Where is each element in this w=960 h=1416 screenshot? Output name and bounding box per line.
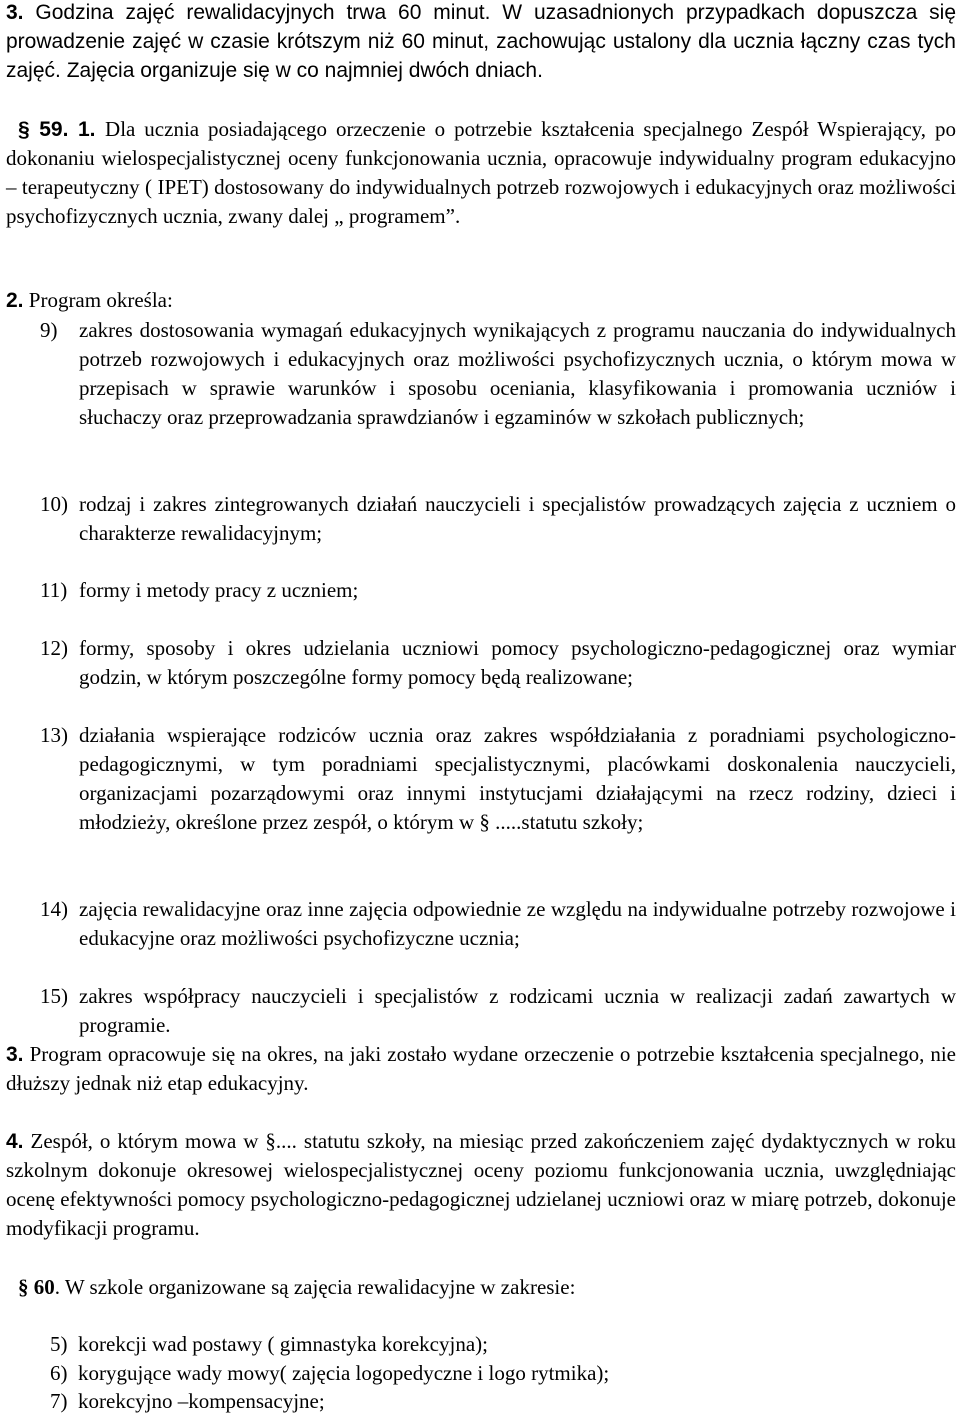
intro-number: 3.: [6, 1, 24, 24]
list-item-number: 11): [40, 578, 68, 602]
list-item-number: 13): [40, 723, 68, 747]
list-item-text: zakres współpracy nauczycieli i specjalistów z rodzicami ucznia w realizacji zadań zawartych w programie.: [79, 984, 956, 1037]
list-item-text: korygujące wady mowy( zajęcia logopedyczne i logo rytmika);: [78, 1361, 610, 1385]
point-4: [6, 1127, 956, 1243]
section-60: [6, 1273, 956, 1302]
point-2-heading: [6, 286, 956, 315]
list-item-text: formy i metody pracy z uczniem;: [79, 578, 359, 602]
list-item-number: 7): [50, 1389, 68, 1413]
list-item-text: formy, sposoby i okres udzielania uczniowi pomocy psychologiczno-pedagogicznej oraz wymiar godzin, w którym poszczególne formy pomocy będą realizowane;: [79, 636, 956, 689]
point-3-number: 3.: [6, 1043, 24, 1066]
point-3-text: Program opracowuje się na okres, na jaki zostało wydane orzeczenie o potrzebie kształcenia specjalnego, nie dłuższy jednak niż etap edukacyjny.: [6, 1042, 957, 1095]
list-item-text: zajęcia rewalidacyjne oraz inne zajęcia odpowiednie ze względu na indywidualne potrzeby rozwojowe i edukacyjne oraz możliwości psychofizyczne ucznia;: [79, 897, 956, 950]
list-item-number: 10): [40, 492, 68, 516]
list-item-number: 6): [50, 1361, 68, 1385]
list-item-text: zakres dostosowania wymagań edukacyjnych wynikających z programu nauczania do indywidualnych potrzeb rozwojowych i edukacyjnych oraz możliwości psychofizycznych ucznia, o którym mowa w przepisach w sprawie warunków i sposobu oceniania, klasyfikowania i promowania uczniów i słuchaczy oraz przeprowadzania sprawdzianów i egzaminów w szkołach publicznych;: [79, 318, 956, 429]
point-4-number: 4.: [6, 1130, 24, 1153]
section-59-text: Dla ucznia posiadającego orzeczenie o potrzebie kształcenia specjalnego Zespół Wspierający, po dokonaniu wielospecjalistycznej oceny funkcjonowania ucznia, opracowuje indywidualny program edukacyjno – terapeutyczny ( IPET) dostosowany do indywidualnych potrzeb rozwojowych i edukacyjnych oraz możliwości psychofizycznych ucznia, zwany dalej „ programem”.: [6, 117, 956, 228]
section-60-number: 60: [33, 1275, 55, 1299]
point-2-number: 2.: [6, 289, 24, 312]
list-item-text: korekcji wad postawy ( gimnastyka korekcyjna);: [78, 1332, 488, 1356]
list-item-number: 5): [50, 1332, 68, 1356]
list-item-number: 9): [40, 318, 58, 342]
list-item-number: 14): [40, 897, 68, 921]
list-item-number: 12): [40, 636, 68, 660]
intro-text: Godzina zajęć rewalidacyjnych trwa 60 minut. W uzasadnionych przypadkach dopuszcza się prowadzenie zajęć w czasie krótszym niż 60 minut, zachowując ustalony dla ucznia łączny czas tych zajęć. Zajęcia organizuje się w co najmniej dwóch dniach.: [6, 1, 956, 82]
list-item-text: działania wspierające rodziców ucznia oraz zakres współdziałania z poradniami psychologiczno-pedagogicznymi, w tym poradniami specjalistycznymi, placówkami doskonalenia nauczycieli, organizacjami pozarządowymi oraz innymi instytucjami działającymi na rzecz rodziny, dzieci i młodzieży, określone przez zespół, o którym w § .....statutu szkoły;: [79, 723, 956, 834]
section-60-text: . W szkole organizowane są zajęcia rewalidacyjne w zakresie:: [54, 1275, 576, 1299]
section-59: [6, 115, 956, 231]
section-60-label: §: [18, 1275, 29, 1299]
point-2-text: Program określa:: [28, 288, 173, 312]
section-59-number: 1.: [77, 118, 96, 141]
section-59-label: § 59.: [18, 118, 69, 141]
list-item-text: korekcyjno –kompensacyjne;: [78, 1389, 325, 1413]
point-4-text: Zespół, o którym mowa w §.... statutu szkoły, na miesiąc przed zakończeniem zajęć dydaktycznych w roku szkolnym dokonuje okresowej wielospecjalistycznej oceny poziomu funkcjonowania ucznia, uwzględniając ocenę efektywności pomocy psychologiczno-pedagogicznej udzielanej uczniowi oraz w miarę potrzeb, dokonuje modyfikacji programu.: [6, 1129, 956, 1240]
point-3: [6, 1040, 956, 1098]
list-item-number: 15): [40, 984, 68, 1008]
list-item-text: rodzaj i zakres zintegrowanych działań nauczycieli i specjalistów prowadzących zajęcia z uczniem o charakterze rewalidacyjnym;: [79, 492, 956, 545]
intro-paragraph: [6, 0, 956, 85]
